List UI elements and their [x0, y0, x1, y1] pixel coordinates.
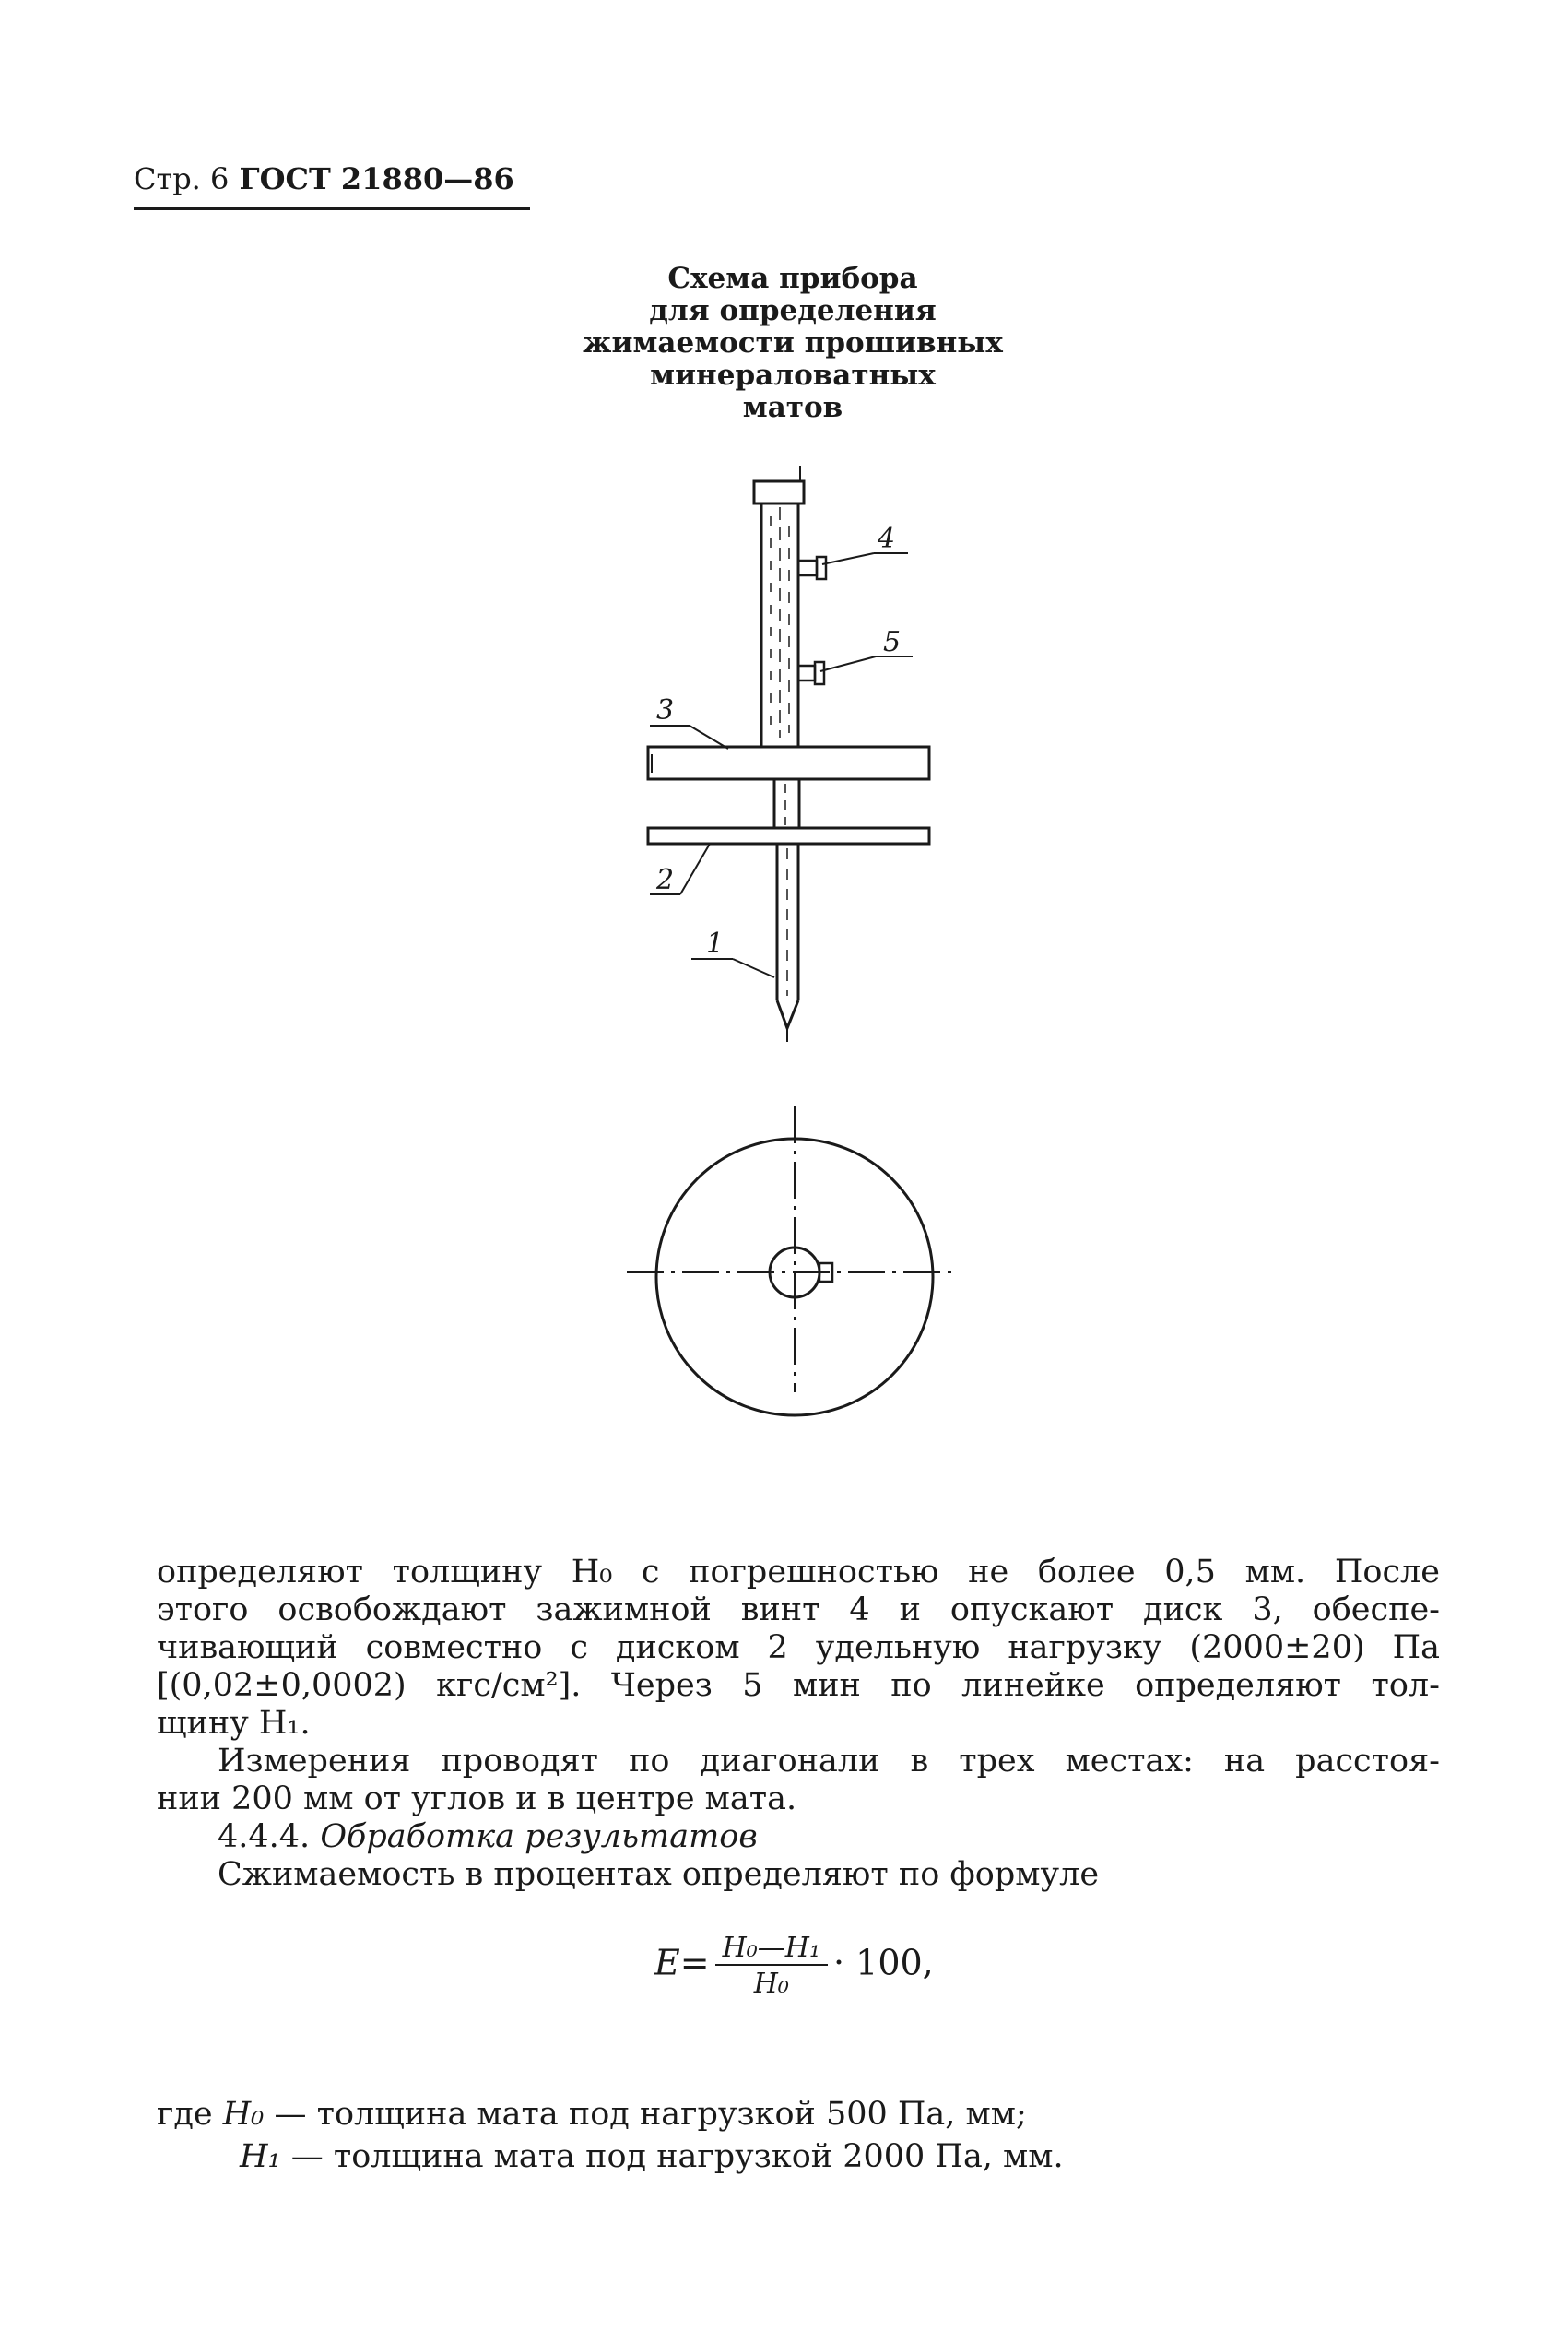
paragraph-measurement [157, 1554, 1440, 1894]
section-heading [157, 1818, 1440, 1856]
label-4: 4 [878, 523, 896, 555]
figure-title-line: для определения [649, 294, 937, 327]
figure-title-line: матов [742, 391, 843, 424]
text-line: этого освобождают зажимной винт 4 и опускают диск 3, обеспе- [157, 1591, 1440, 1628]
formula-lhs: E= [654, 1942, 710, 1983]
section-number: 4.4.4. [218, 1818, 311, 1855]
definition-symbol: H₀ [222, 2096, 265, 2133]
disc-2 [648, 828, 929, 844]
where-word: где [157, 2096, 213, 2133]
label-3: 3 [656, 694, 675, 727]
formula [654, 1932, 934, 2000]
definition-text: — толщина мата под нагрузкой 2000 Па, мм. [290, 2138, 1064, 2175]
text-line: Измерения проводят по диагонали в трех местах: на расстоя- [218, 1743, 1440, 1780]
text-line: [(0,02±0,0002) кгс/см²]. Через 5 мин по линейке определяют тол- [157, 1667, 1440, 1704]
formula-numerator: H₀—H₁ [715, 1932, 828, 1966]
definition-symbol: H₁ [240, 2138, 281, 2175]
label-2: 2 [656, 864, 675, 896]
screw-5 [798, 666, 815, 680]
rod-cap [754, 481, 804, 503]
formula-denominator: H₀ [753, 1968, 789, 2000]
screw-4-head [817, 557, 826, 579]
label-5: 5 [883, 626, 902, 658]
leader-1 [733, 959, 774, 977]
definition-row [157, 2135, 1064, 2178]
leader-5 [820, 656, 876, 671]
needle-tip [777, 1000, 798, 1028]
definitions [157, 2093, 1064, 2178]
figure-title-line: жимаемости прошивных [583, 326, 1003, 360]
disc-3 [648, 747, 929, 779]
section-title: Обработка результатов [320, 1818, 758, 1855]
page-number: Стр. 6 [134, 161, 230, 196]
formula-fraction [715, 1932, 828, 2000]
formula-intro: Сжимаемость в процентах определяют по формуле [218, 1856, 1100, 1893]
text-line: определяют толщину H₀ с погрешностью не более 0,5 мм. После [157, 1554, 1440, 1591]
figure-title-line: минераловатных [650, 359, 936, 392]
screw-5-head [815, 662, 824, 684]
leader-4 [822, 553, 874, 564]
figure-title-line: Схема прибора [667, 262, 918, 295]
definition-row [157, 2093, 1064, 2135]
leader-2 [680, 844, 710, 894]
standard-code: ГОСТ 21880—86 [239, 161, 514, 196]
definition-text: — толщина мата под нагрузкой 500 Па, мм; [274, 2096, 1027, 2133]
leader-3 [690, 726, 728, 749]
text-line: нии 200 мм от углов и в центре мата. [157, 1780, 797, 1817]
text-line: щину H₁. [157, 1705, 311, 1742]
label-1: 1 [706, 928, 725, 960]
formula-rhs: · 100, [832, 1942, 934, 1983]
screw-4 [798, 561, 817, 575]
text-line: чивающий совместно с диском 2 удельную нагрузку (2000±20) Па [157, 1629, 1440, 1666]
